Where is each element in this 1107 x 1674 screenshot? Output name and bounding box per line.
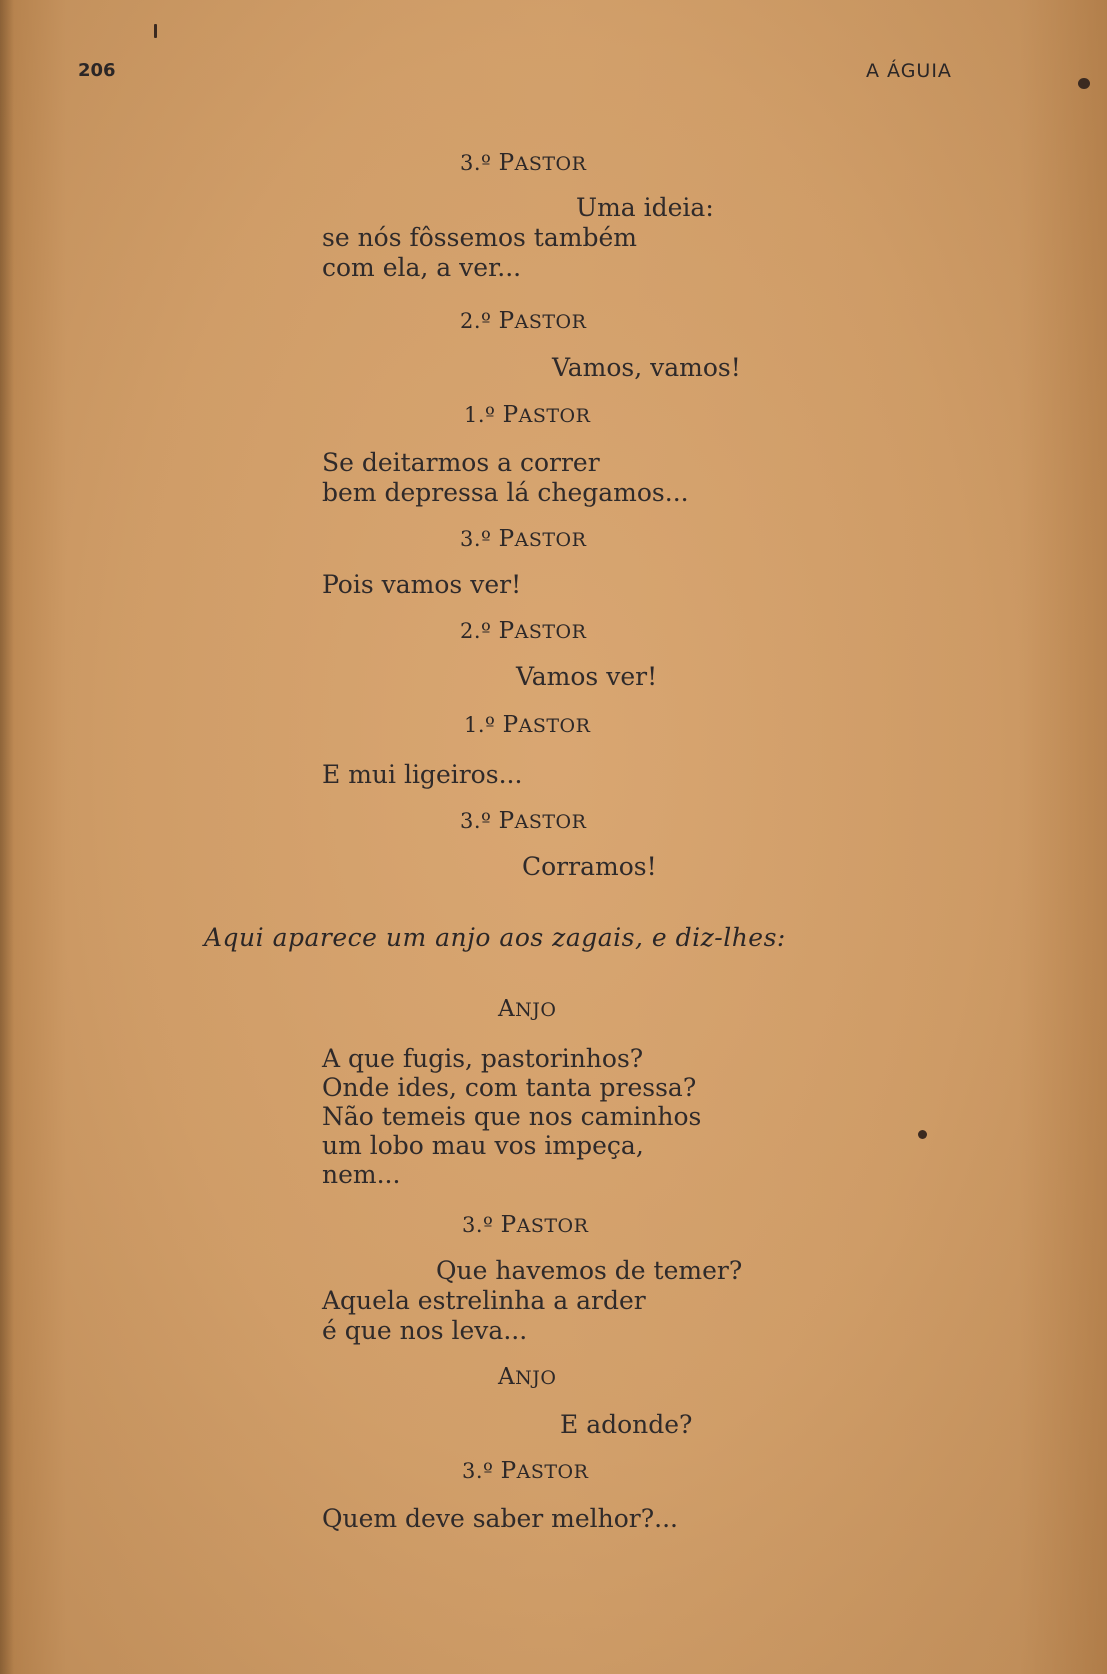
speaker-number: 1.º <box>464 403 496 427</box>
speaker-label <box>498 996 556 1022</box>
speaker-initial: P <box>498 150 515 176</box>
speaker-label <box>462 1458 588 1484</box>
speaker-name-rest: ASTOR <box>514 529 587 551</box>
verse-line: Corramos! <box>522 852 657 881</box>
speaker-initial: P <box>498 808 515 834</box>
verse-line: com ela, a ver... <box>322 253 522 282</box>
stage-direction: Aqui aparece um anjo aos zagais, e diz-lhes: <box>204 923 786 952</box>
speaker-label <box>464 402 590 428</box>
speaker-name-rest: ASTOR <box>514 311 587 333</box>
speaker-number: 3.º <box>462 1459 494 1483</box>
running-head: A ÁGUIA <box>866 60 952 82</box>
speaker-label <box>460 150 586 176</box>
speaker-number: 3.º <box>462 1213 494 1237</box>
speaker-initial: P <box>498 526 515 552</box>
verse-line: Vamos, vamos! <box>552 353 741 382</box>
speaker-name-rest: ASTOR <box>514 153 587 175</box>
speaker-label <box>462 1212 588 1238</box>
speaker-initial: P <box>498 618 515 644</box>
speaker-number: 2.º <box>460 619 492 643</box>
verse-line: Pois vamos ver! <box>322 570 522 599</box>
verse-line: um lobo mau vos impeça, <box>322 1131 644 1160</box>
verse-line: A que fugis, pastorinhos? <box>322 1044 644 1073</box>
verse-line: E mui ligeiros... <box>322 760 523 789</box>
speaker-name-rest: NJO <box>515 1367 557 1389</box>
speaker-initial: P <box>500 1212 517 1238</box>
page-number: 206 <box>78 60 116 81</box>
verse-line: E adonde? <box>560 1410 693 1439</box>
speaker-label <box>464 712 590 738</box>
verse-line: Onde ides, com tanta pressa? <box>322 1073 697 1102</box>
speaker-label <box>460 308 586 334</box>
speaker-name-rest: ASTOR <box>516 1215 589 1237</box>
paper-speck <box>154 24 157 38</box>
verse-line: nem... <box>322 1160 401 1189</box>
speaker-name-rest: ASTOR <box>514 811 587 833</box>
speaker-name-rest: ASTOR <box>518 715 591 737</box>
speaker-initial: A <box>498 1364 516 1390</box>
speaker-label <box>460 526 586 552</box>
verse-line: Uma ideia: <box>576 193 714 222</box>
speaker-initial: P <box>502 402 519 428</box>
speaker-initial: P <box>500 1458 517 1484</box>
verse-line: Se deitarmos a correr <box>322 448 600 477</box>
verse-line: Aquela estrelinha a arder <box>322 1286 646 1315</box>
verse-line: é que nos leva... <box>322 1316 528 1345</box>
speaker-name-rest: ASTOR <box>514 621 587 643</box>
verse-line: se nós fôssemos também <box>322 223 637 252</box>
paper-speck <box>1078 78 1090 89</box>
verse-line: Que havemos de temer? <box>436 1256 743 1285</box>
speaker-initial: P <box>502 712 519 738</box>
speaker-number: 3.º <box>460 809 492 833</box>
speaker-number: 3.º <box>460 151 492 175</box>
verse-line: bem depressa lá chegamos... <box>322 478 689 507</box>
speaker-initial: P <box>498 308 515 334</box>
speaker-name-rest: ASTOR <box>518 405 591 427</box>
speaker-label <box>498 1364 556 1390</box>
verse-line: Quem deve saber melhor?... <box>322 1504 678 1533</box>
speaker-name-rest: ASTOR <box>516 1461 589 1483</box>
speaker-number: 1.º <box>464 713 496 737</box>
verse-line: Não temeis que nos caminhos <box>322 1102 702 1131</box>
speaker-label <box>460 618 586 644</box>
speaker-initial: A <box>498 996 516 1022</box>
verse-line: Vamos ver! <box>516 662 658 691</box>
speaker-name-rest: NJO <box>515 999 557 1021</box>
speaker-label <box>460 808 586 834</box>
paper-speck <box>918 1130 927 1139</box>
speaker-number: 3.º <box>460 527 492 551</box>
speaker-number: 2.º <box>460 309 492 333</box>
